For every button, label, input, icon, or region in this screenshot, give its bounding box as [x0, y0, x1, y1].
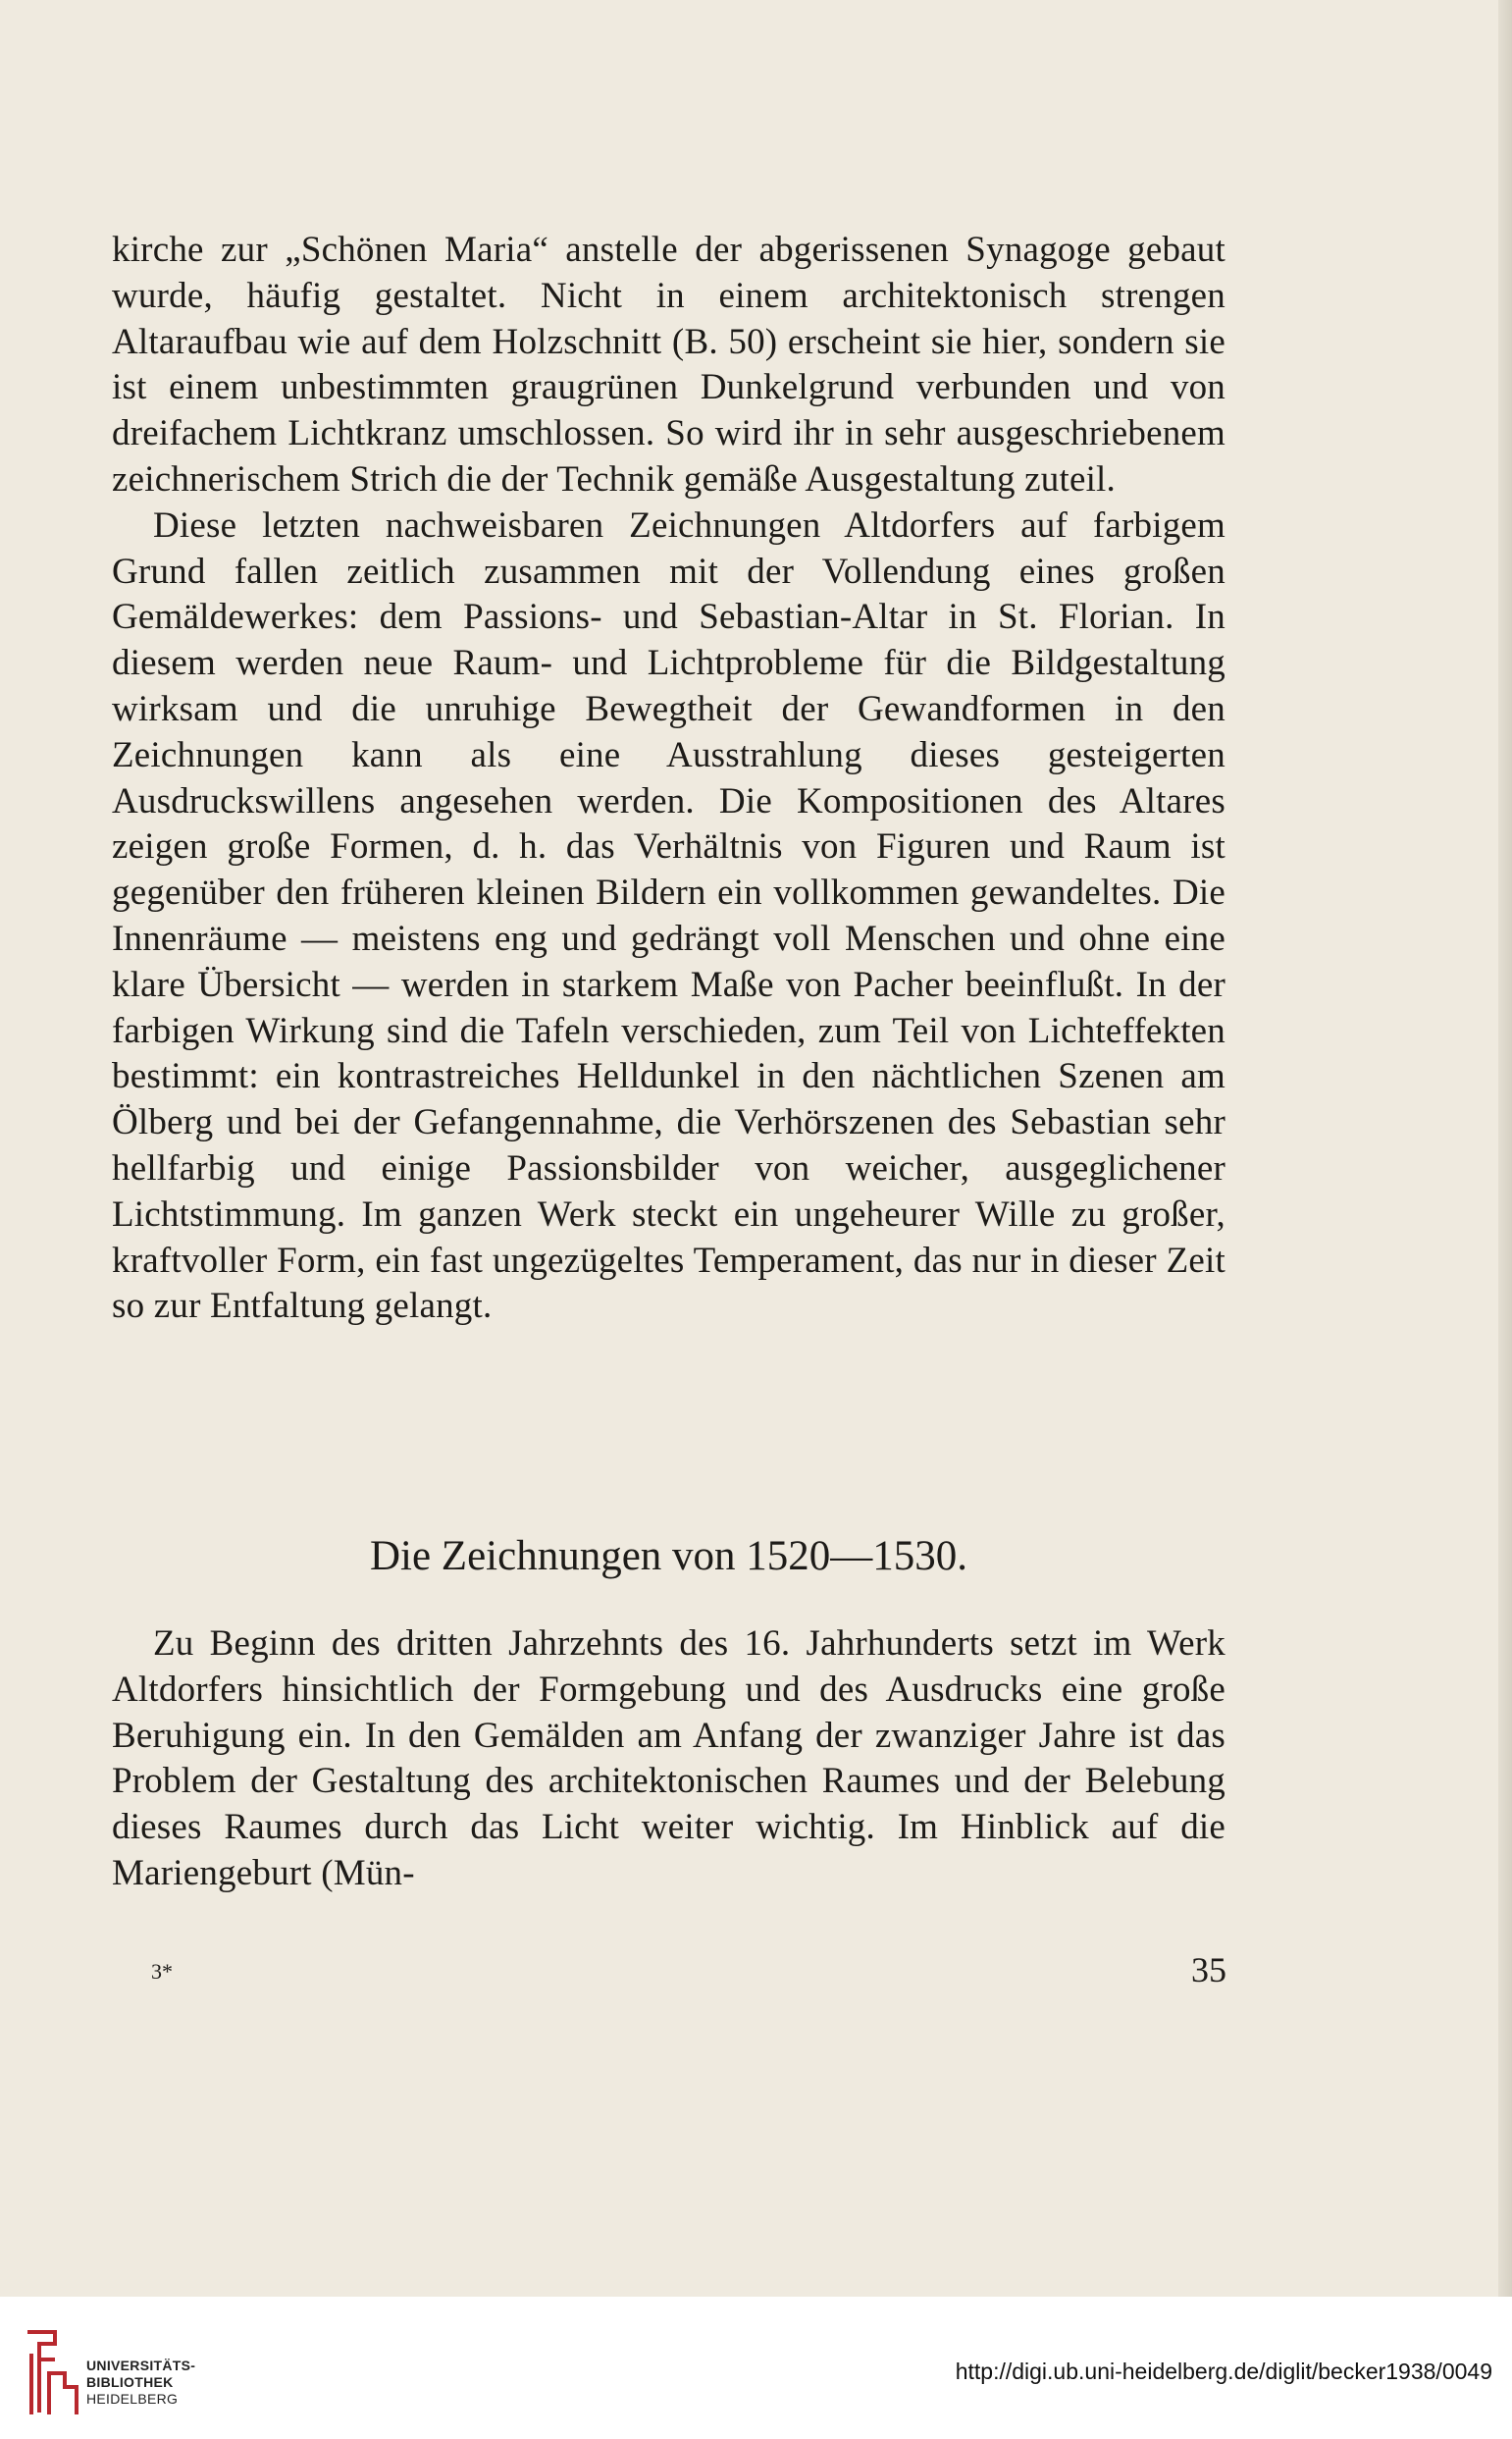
- library-logo-icon: [22, 2324, 82, 2418]
- paragraph-2: Diese letzten nachweisbaren Zeichnungen Altdorfers auf farbigem Grund fallen zeitlich zusammen mit der Vollendung eines großen Gemäldewerkes: dem Passions- und Sebastian-Altar in St. Florian. In diesem werden neue Raum- und Lichtprobleme für die Bildgestaltung wirksam und die unruhige Bewegtheit der Gewandformen in den Zeichnungen kann als eine Ausstrahlung dieses gesteigerten Ausdruckswillens angesehen werden. Die Kompositionen des Altares zeigen große Formen, d. h. das Verhältnis von Figuren und Raum ist gegenüber den früheren kleinen Bildern ein vollkommen gewandeltes. Die Innenräume — meistens eng und gedrängt voll Menschen und ohne eine klare Übersicht — werden in starkem Maße von Pacher beeinflußt. In der farbigen Wirkung sind die Tafeln verschieden, zum Teil von Lichteffekten bestimmt: ein kontrastreiches Helldunkel in den nächtlichen Szenen am Ölberg und bei der Gefangennahme, die Verhörszenen des Sebastian sehr hellfarbig und einige Passionsbilder von weicher, ausgeglichener Lichtstimmung. Im ganzen Werk steckt ein ungeheurer Wille zu großer, kraftvoller Form, ein fast ungezügeltes Temperament, das nur in dieser Zeit so zur Entfaltung gelangt.: [112, 504, 1225, 1327]
- paragraph-3: Zu Beginn des dritten Jahrzehnts des 16. Jahrhunderts setzt im Werk Altdorfers hinsichtlich der Formgebung und des Ausdrucks eine große Beruhigung ein. In den Gemälden am Anfang der zwanziger Jahre ist das Problem der Gestaltung des architektonischen Raumes und der Belebung dieses Raumes durch das Licht weiter wichtig. Im Hinblick auf die Mariengeburt (Mün-: [112, 1623, 1225, 1893]
- body-text-bottom: [112, 1621, 1225, 1897]
- library-line-1: UNIVERSITÄTS-: [86, 2358, 196, 2373]
- paragraph-1: kirche zur „Schönen Maria“ anstelle der abgerissenen Synagoge gebaut wurde, häufig gestaltet. Nicht in einem architektonisch strengen Altaraufbau wie auf dem Holzschnitt (B. 50) erscheint sie hier, sondern sie ist einem unbestimmten graugrünen Dunkelgrund verbunden und von dreifachem Lichtkranz umschlossen. So wird ihr in sehr ausgeschriebenem zeichnerischem Strich die der Technik gemäße Ausgestaltung zuteil.: [112, 230, 1225, 500]
- body-text-top: [112, 228, 1225, 1330]
- section-heading: Die Zeichnungen von 1520—1530.: [369, 1533, 968, 1579]
- library-name: [86, 2358, 195, 2408]
- source-url-link[interactable]: http://digi.ub.uni-heidelberg.de/diglit/becker1938/0049: [955, 2359, 1492, 2384]
- signature-mark: 3*: [151, 1959, 173, 1984]
- page-edge-shadow: [1498, 0, 1512, 2297]
- library-line-2: BIBLIOTHEK: [86, 2374, 174, 2390]
- page-number: 35: [1191, 1950, 1226, 1989]
- library-line-3: HEIDELBERG: [86, 2391, 179, 2407]
- footer-bar: [0, 2297, 1512, 2439]
